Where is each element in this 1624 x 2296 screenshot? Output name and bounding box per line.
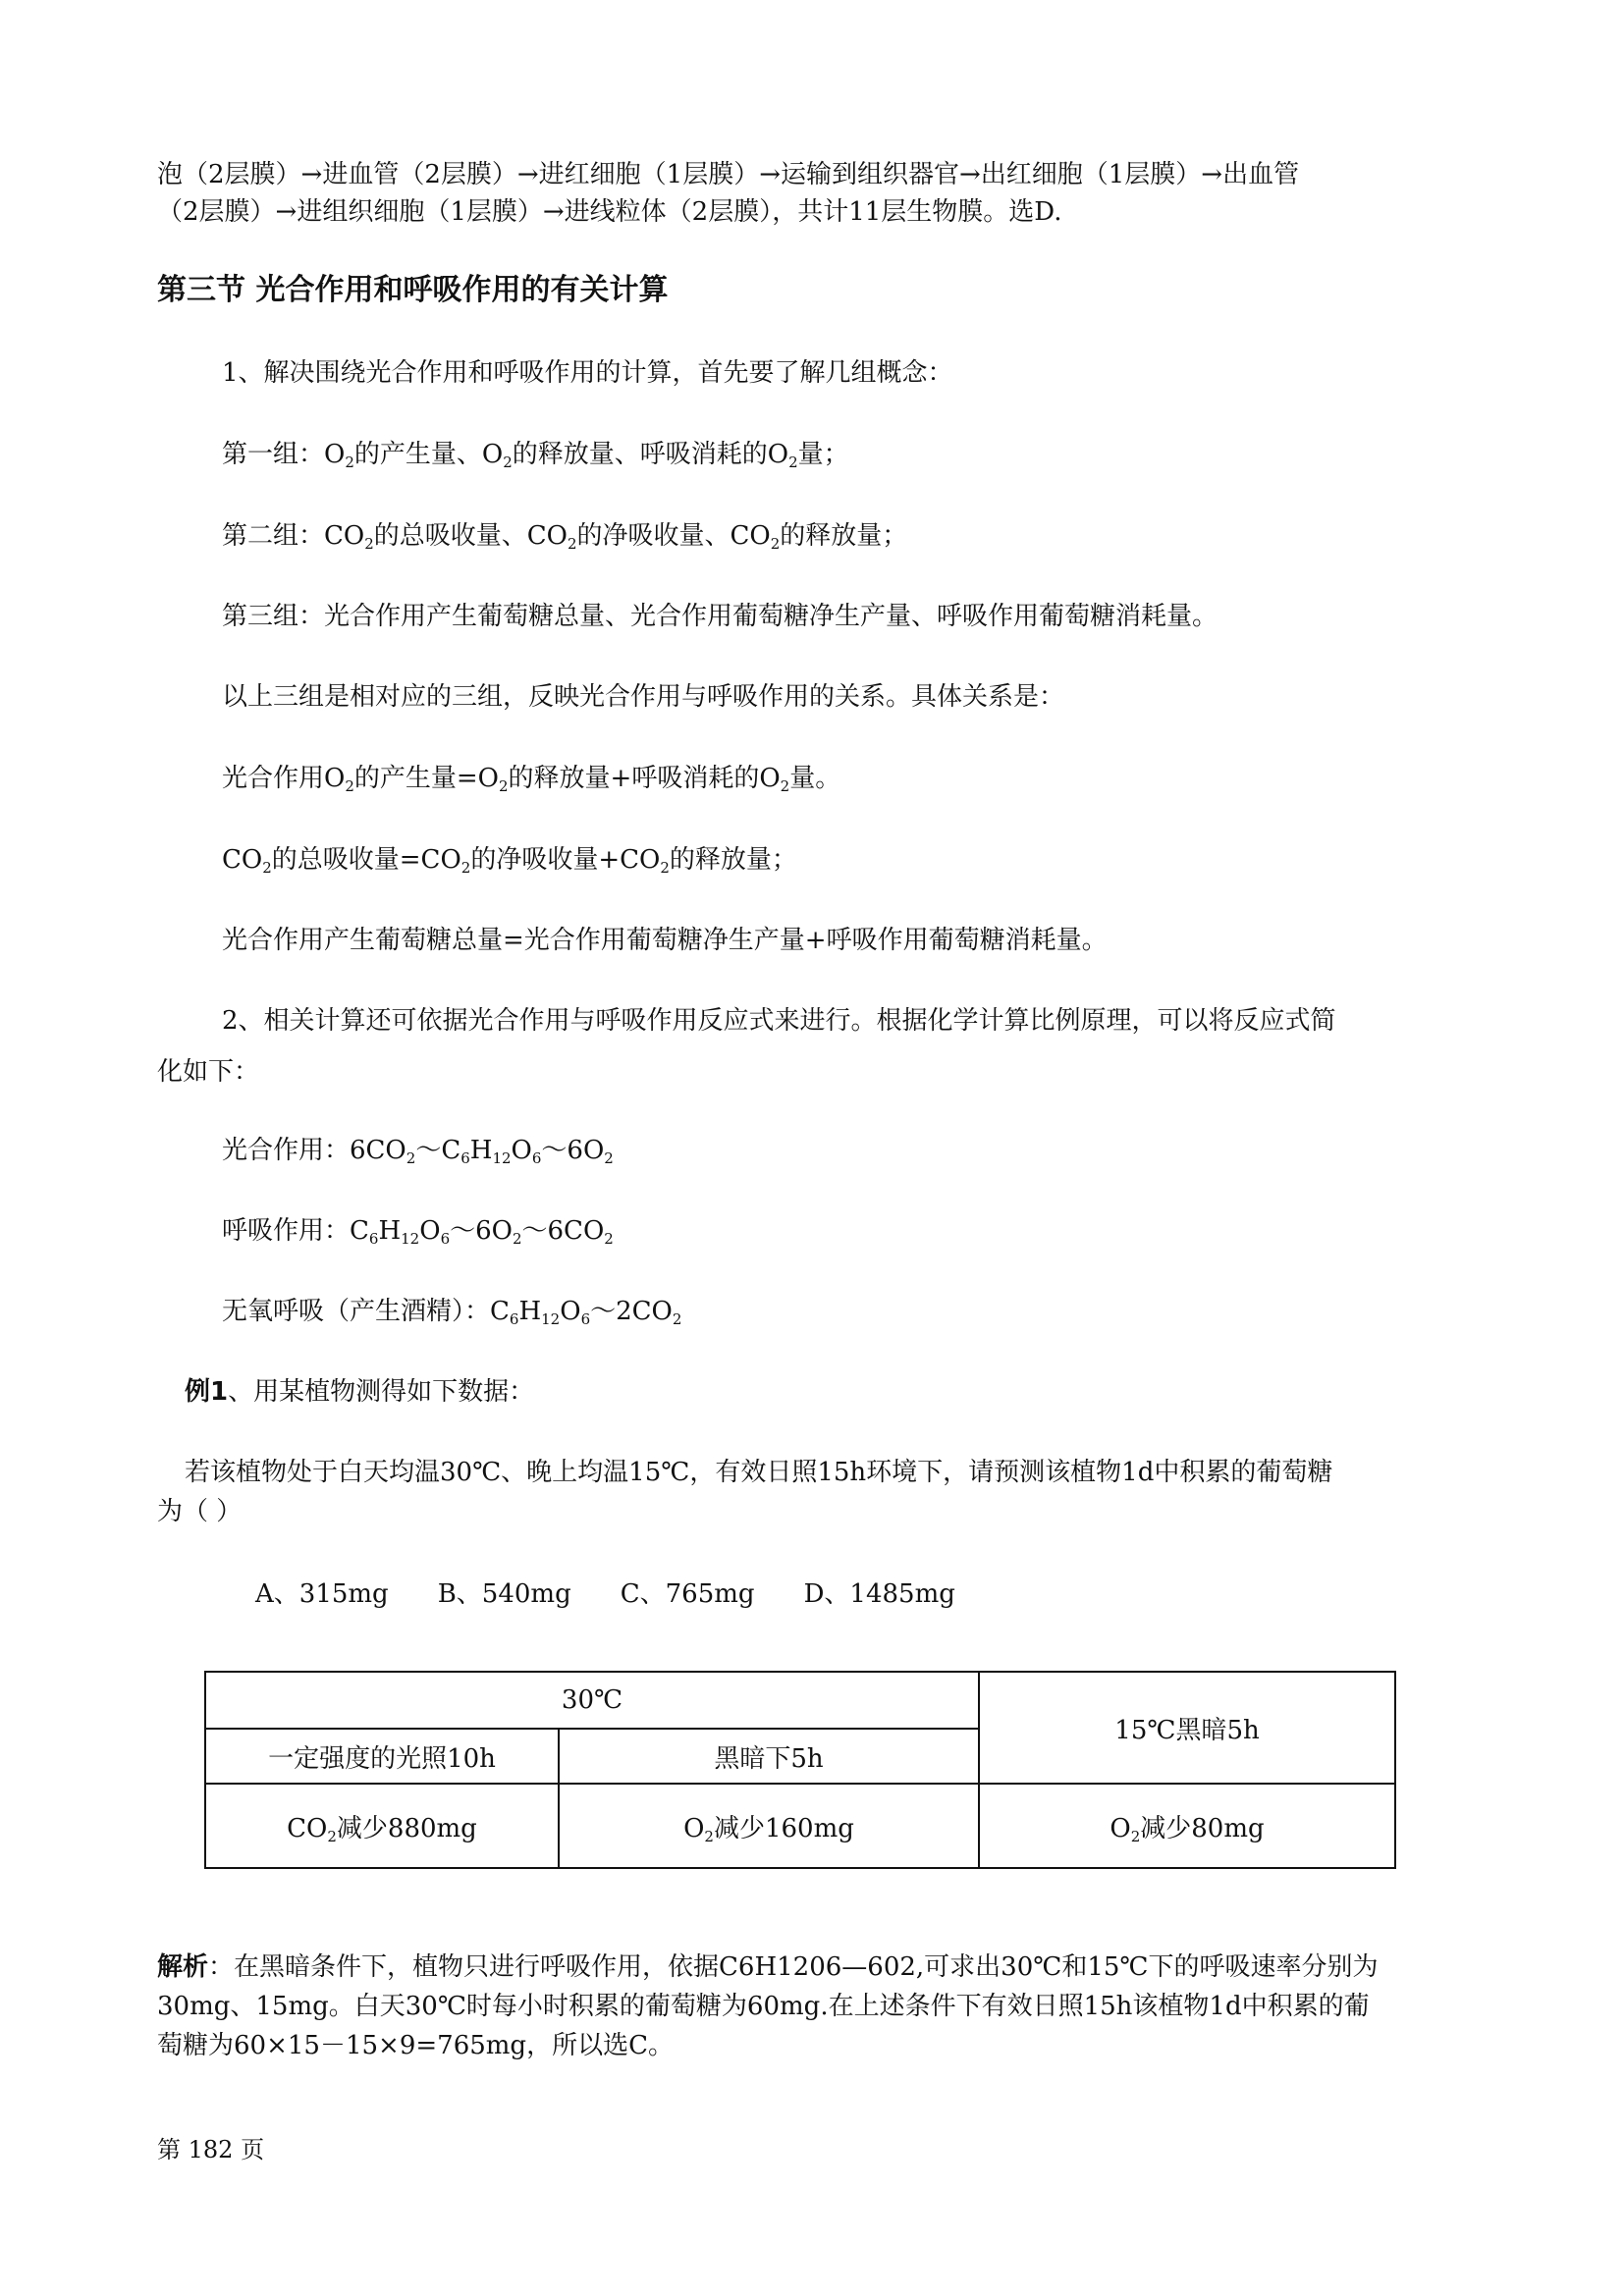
example-question-line-1: 若该植物处于白天均温30℃、晚上均温15℃，有效日照15h环境下，请预测该植物1d中积累的葡萄糖: [185, 1458, 1333, 1487]
cell-co2-decrease: $CO_2$减少880mg: [205, 1784, 559, 1868]
subheader-dark: 黑暗下5h: [559, 1729, 979, 1784]
example-label: 例1: [185, 1377, 229, 1407]
option-a: A、315mg: [255, 1579, 389, 1609]
equation-1: 光合作用$O_2$的产生量$=O_2$的释放量+呼吸消耗的$O_2$量。: [222, 764, 841, 795]
example-1-title: 例1、用某植物测得如下数据：: [185, 1377, 535, 1407]
reaction-anaerobic: 无氧呼吸（产生酒精）：$C_6H_{12}O_6\sim 2CO_2$: [222, 1297, 682, 1328]
option-c: C、765mg: [620, 1579, 755, 1609]
data-table: [204, 1671, 1396, 1869]
example-question-line-2: 为（ ）: [157, 1497, 243, 1526]
group-2: 第二组：$CO_2$的总吸收量、$CO_2$的净吸收量、$CO_2$的释放量；: [222, 521, 908, 553]
point-1: 1、解决围绕光合作用和呼吸作用的计算，首先要了解几组概念：: [222, 358, 953, 388]
intro-line-2: （2层膜）→进组织细胞（1层膜）→进线粒体（2层膜），共计11层生物膜。选D.: [157, 197, 1062, 227]
analysis-line-2: 30mg、15mg。白天30℃时每小时积累的葡萄糖为60mg.在上述条件下有效日照15h该植物1d中积累的葡: [157, 1992, 1370, 2021]
cell-o2-decrease-30c: $O_2$减少160mg: [559, 1784, 979, 1868]
option-d: D、1485mg: [803, 1579, 955, 1609]
reaction-photosynthesis: 光合作用：$6CO_2\sim C_6H_{12}O_6\sim 6O_2$: [222, 1136, 614, 1167]
analysis-line-3: 萄糖为60×15－15×9=765mg，所以选C。: [157, 2031, 674, 2060]
equation-2: $CO_2$的总吸收量$=CO_2$的净吸收量$+CO_2$的释放量；: [222, 845, 797, 877]
group-1: 第一组：$O_2$的产生量、$O_2$的释放量、呼吸消耗的$O_2$量；: [222, 440, 849, 471]
point-2-line-1: 2、相关计算还可依据光合作用与呼吸作用反应式来进行。根据化学计算比例原理，可以将反应式简: [222, 1006, 1336, 1036]
header-30c: 30℃: [205, 1672, 979, 1729]
intro-line-1: 泡（2层膜）→进血管（2层膜）→进红细胞（1层膜）→运输到组织器官→出红细胞（1层膜）→出血管: [157, 160, 1300, 189]
analysis-line-1: 解析：在黑暗条件下，植物只进行呼吸作用，依据C6H1206—602,可求出30℃和15℃下的呼吸速率分别为: [157, 1952, 1379, 1982]
section-title: 第三节 光合作用和呼吸作用的有关计算: [157, 273, 669, 307]
reaction-respiration: 呼吸作用：$C_6H_{12}O_6\sim 6O_2\sim 6CO_2$: [222, 1216, 614, 1248]
option-b: B、540mg: [437, 1579, 571, 1609]
analysis-label: 解析: [157, 1952, 209, 1982]
point-2-line-2: 化如下：: [157, 1057, 260, 1087]
cell-o2-decrease-15c: $O_2$减少80mg: [979, 1784, 1395, 1868]
answer-options: [255, 1576, 955, 1612]
relation-intro: 以上三组是相对应的三组，反映光合作用与呼吸作用的关系。具体关系是：: [222, 682, 1065, 712]
subheader-light: 一定强度的光照10h: [205, 1729, 559, 1784]
header-15c-dark: 15℃黑暗5h: [979, 1672, 1395, 1784]
page-footer: 第 182 页: [157, 2136, 265, 2163]
group-3: 第三组：光合作用产生葡萄糖总量、光合作用葡萄糖净生产量、呼吸作用葡萄糖消耗量。: [222, 602, 1218, 631]
equation-3: 光合作用产生葡萄糖总量=光合作用葡萄糖净生产量+呼吸作用葡萄糖消耗量。: [222, 926, 1108, 955]
